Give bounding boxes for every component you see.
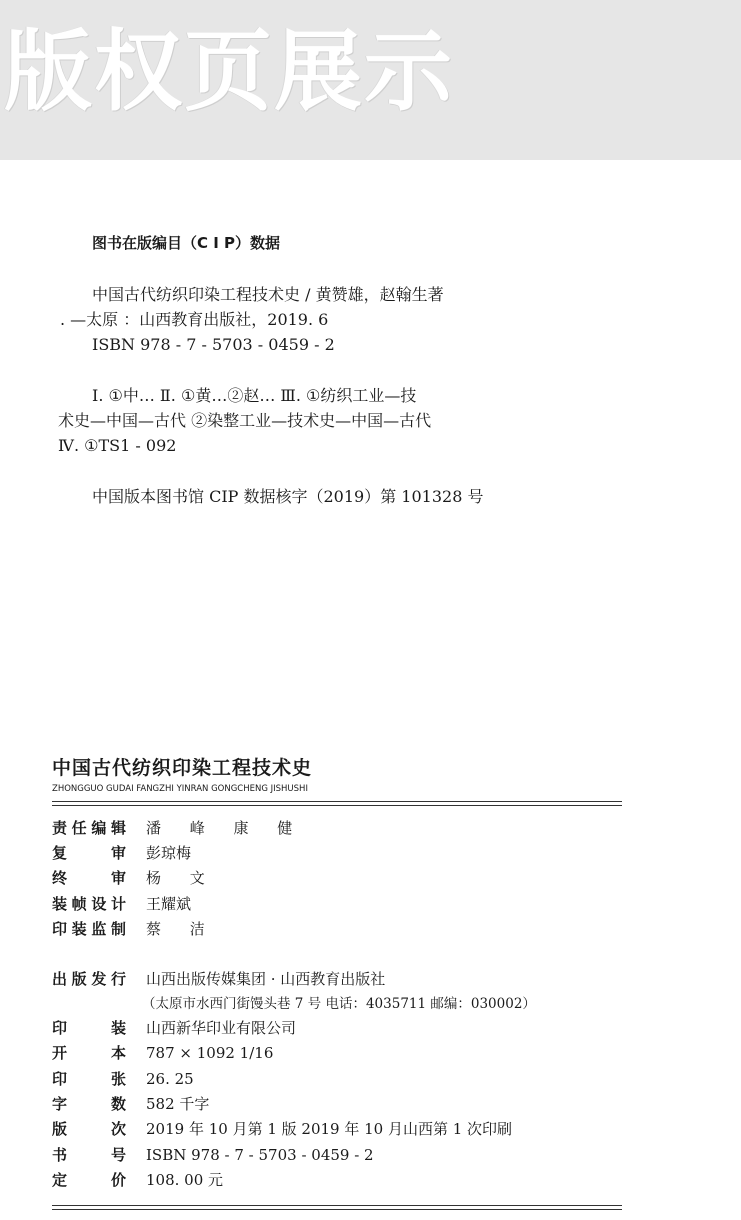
- spec-row-value: 787 × 1092 1/16: [146, 1044, 274, 1063]
- label-char: 版: [52, 1120, 68, 1139]
- label-char: 责: [52, 819, 68, 837]
- publisher-label: [52, 969, 126, 989]
- cip-title-line: 中国古代纺织印染工程技术史 / 黄赞雄，赵翰生著: [92, 285, 444, 304]
- staff-row-label: [52, 843, 126, 863]
- label-char: 印: [52, 1069, 68, 1088]
- label-char: 印: [52, 919, 68, 938]
- divider-top-2: [52, 805, 622, 806]
- spec-row-value: 582 千字: [146, 1094, 210, 1113]
- label-char: 号: [110, 1145, 126, 1164]
- label-char: 本: [110, 1044, 126, 1063]
- spec-row-value: 108. 00 元: [146, 1170, 224, 1189]
- label-char: 复: [52, 844, 68, 863]
- publisher-address: （太原市水西门街馒头巷 7 号 电话：4035711 邮编：030002）: [142, 996, 536, 1012]
- staff-row-value: 王耀斌: [146, 894, 192, 913]
- spec-row-value: 2019 年 10 月第 1 版 2019 年 10 月山西第 1 次印刷: [146, 1120, 513, 1139]
- label-char: 出: [52, 970, 68, 988]
- spec-row-value: 山西新华印业有限公司: [146, 1019, 297, 1037]
- cip-isbn-line: ISBN 978 - 7 - 5703 - 0459 - 2: [92, 335, 335, 354]
- label-char: 计: [110, 894, 126, 913]
- label-char: 终: [52, 869, 68, 888]
- cip-record-line: 中国版本图书馆 CIP 数据核字（2019）第 101328 号: [92, 487, 484, 506]
- label-char: 制: [110, 919, 126, 938]
- spec-row-label: [52, 1018, 126, 1038]
- watermark-banner: [0, 0, 741, 160]
- cip-subject-line-1: Ⅰ. ①中… Ⅱ. ①黄…②赵… Ⅲ. ①纺织工业—技: [92, 386, 417, 405]
- spec-row-label: [52, 1119, 126, 1139]
- book-title-pinyin: ZHONGGUO GUDAI FANGZHI YINRAN GONGCHENG JISHUSHI: [52, 784, 308, 794]
- label-char: 辑: [110, 819, 126, 837]
- label-char: 定: [52, 1170, 68, 1189]
- staff-row-value: 彭琼梅: [146, 844, 192, 863]
- book-title: 中国古代纺织印染工程技术史: [52, 757, 313, 779]
- spec-row-label: [52, 1094, 126, 1114]
- spec-row-label: [52, 1043, 126, 1063]
- label-char: 审: [110, 869, 126, 888]
- staff-row-label: [52, 919, 126, 939]
- label-char: 装: [110, 1019, 126, 1037]
- publisher-value: 山西出版传媒集团 · 山西教育出版社: [146, 970, 386, 988]
- divider-top-1: [52, 801, 622, 802]
- label-char: 书: [52, 1145, 68, 1164]
- spec-row-value: ISBN 978 - 7 - 5703 - 0459 - 2: [146, 1145, 374, 1164]
- label-char: 行: [110, 970, 126, 988]
- staff-row-value: 潘 峰 康 健: [146, 819, 305, 837]
- banner-title: 版权页展示: [4, 20, 455, 123]
- label-char: 数: [110, 1094, 126, 1113]
- label-char: 任: [71, 819, 87, 837]
- label-char: 发: [91, 970, 107, 988]
- staff-row-label: [52, 894, 126, 914]
- label-char: 编: [91, 819, 107, 837]
- label-char: 设: [91, 894, 107, 913]
- label-char: 装: [52, 894, 68, 913]
- label-char: 字: [52, 1094, 68, 1113]
- staff-row-value: 蔡 洁: [146, 919, 217, 938]
- spec-row-label: [52, 1145, 126, 1165]
- cip-subject-line-3: Ⅳ. ①TS1 - 092: [58, 436, 177, 455]
- staff-row-label: [52, 868, 126, 888]
- label-char: 开: [52, 1044, 68, 1063]
- label-char: 价: [110, 1170, 126, 1189]
- spec-row-value: 26. 25: [146, 1069, 194, 1088]
- cip-subject-line-2: 术史—中国—古代 ②染整工业—技术史—中国—古代: [58, 411, 432, 430]
- label-char: 张: [110, 1069, 126, 1088]
- label-char: 次: [110, 1120, 126, 1139]
- label-char: 监: [91, 919, 107, 938]
- spec-row-label: [52, 1069, 126, 1089]
- label-char: 审: [110, 844, 126, 863]
- label-char: 印: [52, 1019, 68, 1037]
- cip-publisher-line: . —太原 ：山西教育出版社，2019. 6: [60, 310, 329, 329]
- spec-row-label: [52, 1170, 126, 1190]
- divider-bottom-2: [52, 1209, 622, 1210]
- staff-row-label: [52, 818, 126, 838]
- label-char: 帧: [71, 894, 87, 913]
- staff-row-value: 杨 文: [146, 869, 217, 888]
- cip-heading: 图书在版编目（C I P）数据: [92, 234, 281, 252]
- label-char: 版: [71, 970, 87, 988]
- divider-bottom-1: [52, 1205, 622, 1206]
- label-char: 装: [71, 919, 87, 938]
